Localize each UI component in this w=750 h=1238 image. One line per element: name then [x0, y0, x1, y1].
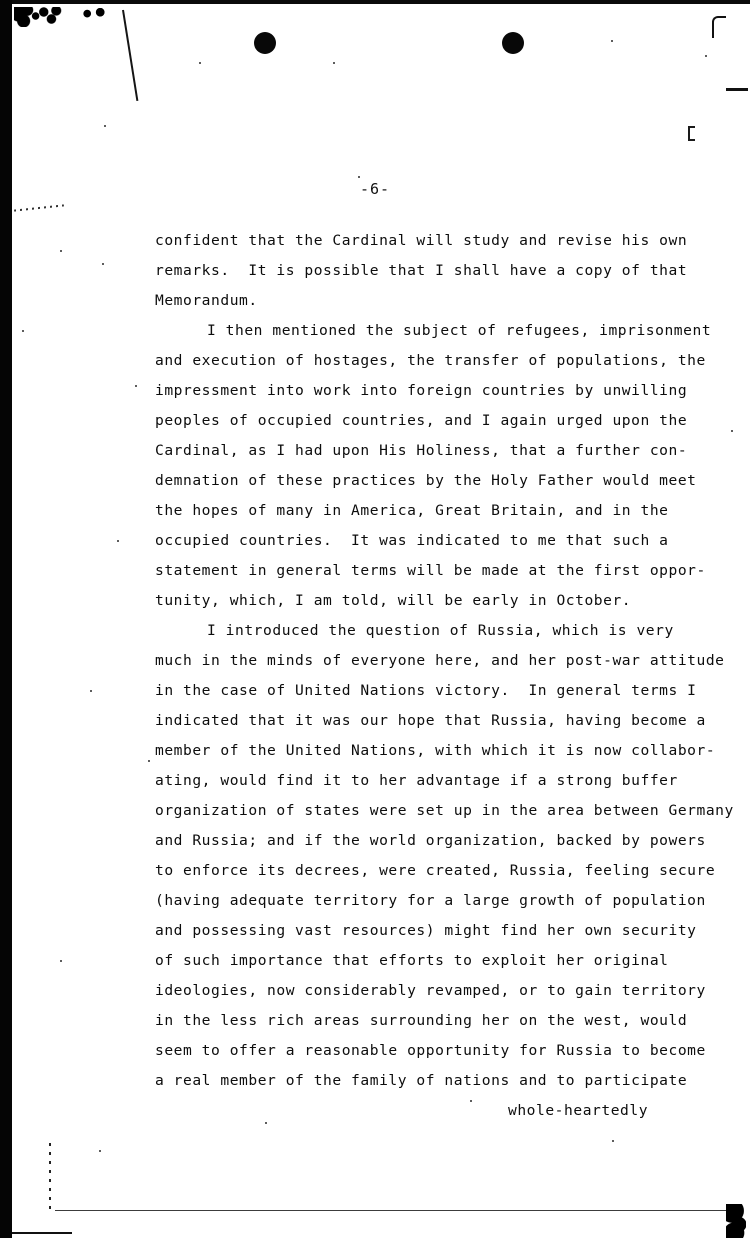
ink-smudge-top-left — [14, 7, 62, 27]
text-line: and Russia; and if the world organization, backed by powers — [155, 832, 706, 849]
text-line: tunity, which, I am told, will be early in October. — [155, 592, 632, 609]
catchword: whole-heartedly — [508, 1102, 649, 1119]
scan-top-edge — [12, 0, 750, 4]
dust-speck — [104, 125, 106, 127]
text-line: the hopes of many in America, Great Britain, and in the — [155, 502, 669, 519]
paragraph-1 — [155, 226, 715, 316]
scan-bottom-right-blot — [726, 1204, 746, 1238]
pencil-mark-top-right — [712, 16, 726, 38]
text-line: organization of states were set up in the area between Germany — [155, 802, 734, 819]
text-line: occupied countries. It was indicated to me that such a — [155, 532, 669, 549]
dust-speck — [611, 40, 613, 42]
dust-speck — [117, 540, 119, 542]
text-line: of such importance that efforts to exploit her original — [155, 952, 669, 969]
dust-speck — [199, 62, 201, 64]
text-line: demnation of these practices by the Holy Father would meet — [155, 472, 697, 489]
dust-speck — [102, 263, 104, 265]
dust-speck — [731, 430, 733, 432]
text-line: in the less rich areas surrounding her on the west, would — [155, 1012, 688, 1029]
dust-speck — [60, 250, 62, 252]
text-line: indicated that it was our hope that Russia, having become a — [155, 712, 706, 729]
dust-speck — [99, 1150, 101, 1152]
ink-smudge-top-left-secondary — [82, 8, 108, 22]
dust-speck — [612, 1140, 614, 1142]
text-line: peoples of occupied countries, and I again urged upon the — [155, 412, 688, 429]
text-line: impressment into work into foreign countries by unwilling — [155, 382, 688, 399]
text-line: member of the United Nations, with which it is now collabor- — [155, 742, 716, 759]
text-line: Memorandum. — [155, 292, 258, 309]
text-line: ating, would find it to her advantage if a strong buffer — [155, 772, 678, 789]
text-line: Cardinal, as I had upon His Holiness, that a further con- — [155, 442, 688, 459]
text-line: in the case of United Nations victory. In general terms I — [155, 682, 697, 699]
text-line: seem to offer a reasonable opportunity for Russia to become — [155, 1042, 706, 1059]
text-line: I introduced the question of Russia, which is very — [207, 622, 674, 639]
dust-speck — [358, 176, 360, 178]
dust-speck — [148, 760, 150, 762]
dust-speck — [22, 330, 24, 332]
dust-speck — [705, 55, 707, 57]
edge-mark-right — [726, 88, 748, 91]
paper-crease-line — [122, 10, 138, 101]
punch-hole-left — [254, 32, 276, 54]
dust-speck — [90, 690, 92, 692]
text-line: confident that the Cardinal will study and revise his own — [155, 232, 688, 249]
text-line: (having adequate territory for a large growth of population — [155, 892, 706, 909]
document-body — [155, 226, 734, 1126]
text-line: and possessing vast resources) might find her own security — [155, 922, 697, 939]
text-line: I then mentioned the subject of refugees, imprisonment — [207, 322, 712, 339]
scan-bottom-edge-line-secondary — [12, 1232, 72, 1234]
paragraph-3 — [155, 616, 734, 1096]
dust-speck — [135, 385, 137, 387]
text-line: and execution of hostages, the transfer of populations, the — [155, 352, 706, 369]
scan-left-dotted-margin — [49, 1143, 51, 1213]
dust-speck — [333, 62, 335, 64]
punch-hole-right — [502, 32, 524, 54]
dust-speck — [60, 960, 62, 962]
text-line: to enforce its decrees, were created, Russia, feeling secure — [155, 862, 716, 879]
scan-bottom-edge-line — [55, 1210, 735, 1211]
text-line: much in the minds of everyone here, and her post-war attitude — [155, 652, 725, 669]
page-number: -6- — [359, 180, 391, 198]
text-line: ideologies, now considerably revamped, or to gain territory — [155, 982, 706, 999]
text-line: a real member of the family of nations and to participate — [155, 1072, 688, 1089]
ink-streak-left-margin — [14, 204, 64, 211]
bracket-mark-right-margin — [688, 126, 695, 141]
text-line: remarks. It is possible that I shall have a copy of that — [155, 262, 688, 279]
text-line: statement in general terms will be made at the first oppor- — [155, 562, 706, 579]
paragraph-2 — [155, 316, 715, 616]
